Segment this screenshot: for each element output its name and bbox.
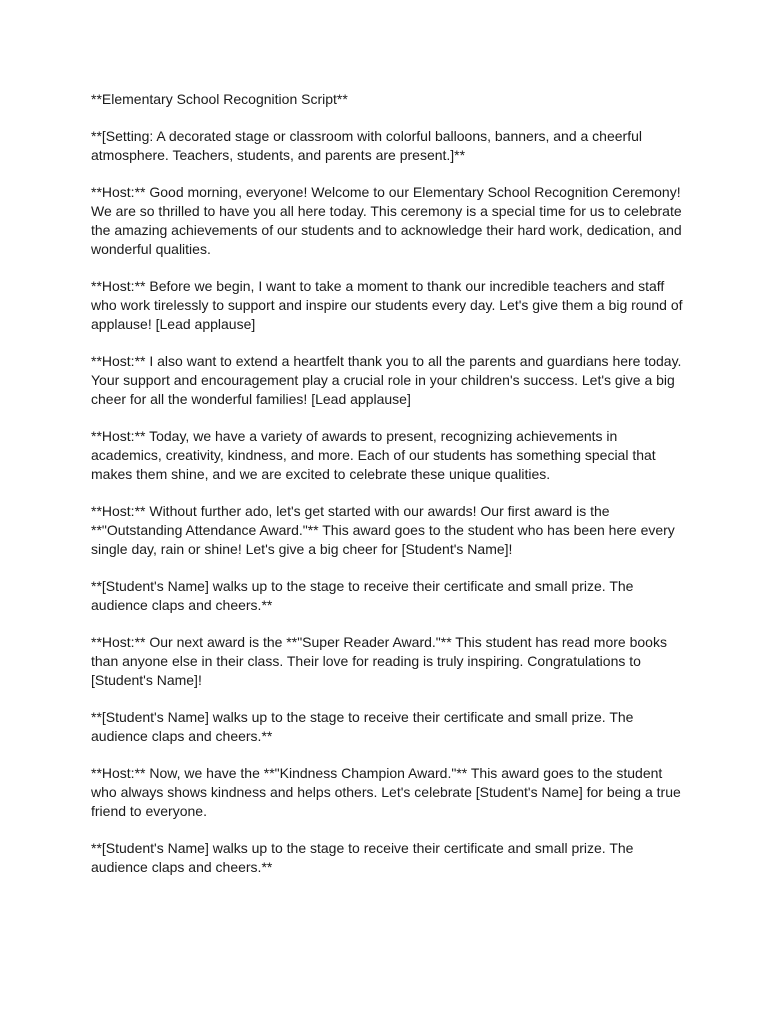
paragraph-welcome: **Host:** Good morning, everyone! Welcome to our Elementary School Recognition Ceremony! We are so thrilled to have you all here today. This ceremony is a special time for us to celebrate the amazing achievements of our students and to acknowledge their hard work, dedication, and wonderful qualities.	[91, 184, 682, 257]
document-page	[91, 90, 691, 895]
paragraph-attendance-award: **Host:** Without further ado, let's get started with our awards! Our first award is the **"Outstanding Attendance Award."** This award goes to the student who has been here every single day, rain or shine! Let's give a big cheer for [Student's Name]!	[91, 503, 675, 557]
paragraph-kindness-award: **Host:** Now, we have the **"Kindness Champion Award."** This award goes to the student who always shows kindness and helps others. Let's celebrate [Student's Name] for being a true friend to everyone.	[91, 765, 681, 819]
paragraph-stage-direction: **[Student's Name] walks up to the stage to receive their certificate and small prize. The audience claps and cheers.**	[91, 709, 634, 744]
paragraph-awards-intro: **Host:** Today, we have a variety of awards to present, recognizing achievements in academics, creativity, kindness, and more. Each of our students has something special that makes them shine, and we are excited to celebrate these unique qualities.	[91, 428, 656, 482]
paragraph-thank-teachers: **Host:** Before we begin, I want to take a moment to thank our incredible teachers and staff who work tirelessly to support and inspire our students every day. Let's give them a big round of applause! [Lead applause]	[91, 278, 683, 332]
paragraph-setting: **[Setting: A decorated stage or classroom with colorful balloons, banners, and a cheerful atmosphere. Teachers, students, and parents are present.]**	[91, 128, 642, 163]
document-title: **Elementary School Recognition Script**	[91, 91, 348, 107]
paragraph-thank-parents: **Host:** I also want to extend a heartfelt thank you to all the parents and guardians here today. Your support and encouragement play a crucial role in your children's success. Let's give a big cheer for all the wonderful families! [Lead applause]	[91, 353, 682, 407]
paragraph-reader-award: **Host:** Our next award is the **"Super Reader Award."** This student has read more books than anyone else in their class. Their love for reading is truly inspiring. Congratulations to [Student's Name]!	[91, 634, 667, 688]
paragraph-stage-direction: **[Student's Name] walks up to the stage to receive their certificate and small prize. The audience claps and cheers.**	[91, 578, 634, 613]
paragraph-stage-direction: **[Student's Name] walks up to the stage to receive their certificate and small prize. The audience claps and cheers.**	[91, 840, 634, 875]
